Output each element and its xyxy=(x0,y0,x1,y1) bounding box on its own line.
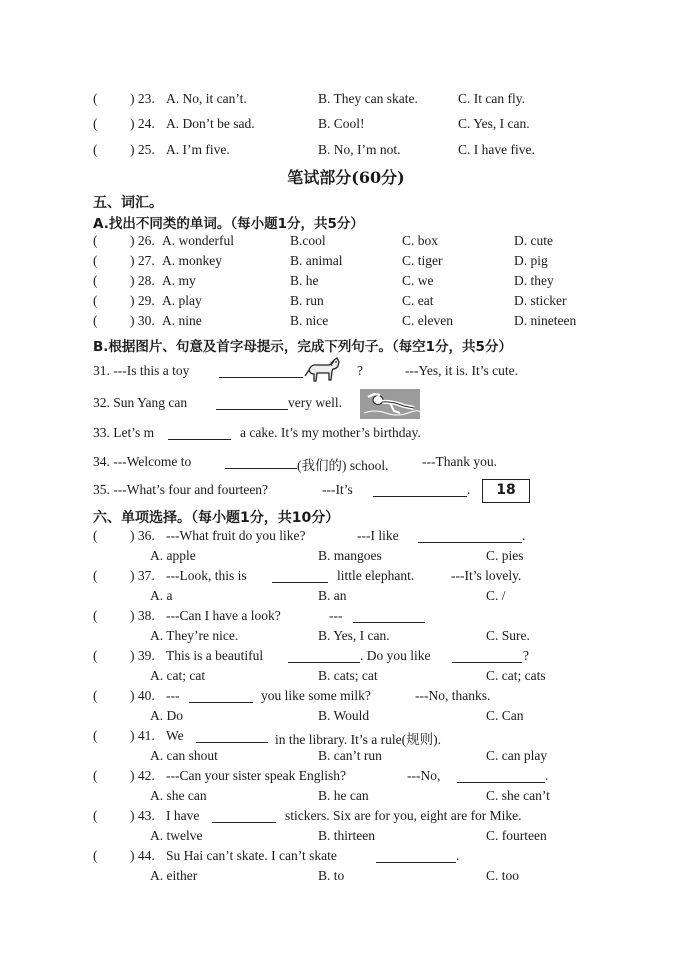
question-number: ) 38. xyxy=(130,608,155,623)
question-text: ---It’s lovely. xyxy=(451,568,522,583)
question-text: ---I like xyxy=(357,528,399,543)
option-c: C. I have five. xyxy=(458,142,535,157)
option-d: D. they xyxy=(514,273,554,288)
answer-blank[interactable] xyxy=(189,690,253,703)
question-text: . xyxy=(545,768,549,783)
answer-box: 18 xyxy=(482,479,530,503)
question-text: This is a beautiful xyxy=(166,648,264,663)
answer-paren: ( xyxy=(93,728,98,743)
answer-paren: ( xyxy=(93,233,98,248)
option-d: D. sticker xyxy=(514,293,567,308)
option-b: B. to xyxy=(318,868,345,883)
option-d: D. cute xyxy=(514,233,553,248)
answer-paren: ( xyxy=(93,293,98,308)
question-text: We xyxy=(166,728,184,743)
option-b: B. animal xyxy=(290,253,343,268)
answer-blank[interactable] xyxy=(196,730,268,743)
option-c: C. eat xyxy=(402,293,434,308)
question-text: little elephant. xyxy=(337,568,415,583)
option-a: A. my xyxy=(162,273,196,288)
answer-paren: ( xyxy=(93,116,98,131)
question-text: you like some milk? xyxy=(261,688,371,703)
q31-answer-blank[interactable] xyxy=(219,365,303,378)
question-text: --- xyxy=(166,688,180,703)
question-number: ) 39. xyxy=(130,648,155,663)
option-c: C. / xyxy=(486,588,506,603)
answer-paren: ( xyxy=(93,313,98,328)
option-b: B. Cool! xyxy=(318,116,365,131)
option-a: A. Don’t be sad. xyxy=(166,116,255,131)
option-c: C. Can xyxy=(486,708,524,723)
answer-paren: ( xyxy=(93,808,98,823)
answer-paren: ( xyxy=(93,768,98,783)
option-b: B. an xyxy=(318,588,347,603)
option-c: C. box xyxy=(402,233,439,248)
option-a: A. They’re nice. xyxy=(150,628,239,643)
written-part-title: 笔试部分(60分) xyxy=(287,168,405,187)
section5-title: 五、词汇。 xyxy=(93,195,163,211)
option-a: A. a xyxy=(150,588,173,603)
answer-paren: ( xyxy=(93,848,98,863)
answer-paren: ( xyxy=(93,91,98,106)
option-d: D. nineteen xyxy=(514,313,577,328)
question-number: ) 25. xyxy=(130,142,155,157)
q35-text: 35. ---What’s four and fourteen? xyxy=(93,482,269,497)
toy-horse-icon xyxy=(303,356,343,386)
option-b: B. run xyxy=(290,293,324,308)
q34-answer-blank[interactable] xyxy=(225,456,297,469)
answer-blank[interactable] xyxy=(272,570,328,583)
question-text: ? xyxy=(523,648,529,663)
q35-reply: ---It’s xyxy=(322,482,353,497)
q34-text: 34. ---Welcome to xyxy=(93,454,192,469)
option-b: B. nice xyxy=(290,313,329,328)
answer-blank[interactable] xyxy=(353,610,425,623)
question-number: ) 40. xyxy=(130,688,155,703)
q31-text: 31. ---Is this a toy xyxy=(93,363,190,378)
option-c: C. Yes, I can. xyxy=(458,116,530,131)
answer-blank[interactable] xyxy=(457,770,545,783)
option-c: C. too xyxy=(486,868,520,883)
question-number: ) 29. xyxy=(130,293,155,308)
answer-blank[interactable] xyxy=(288,650,360,663)
question-text: ---Can your sister speak English? xyxy=(166,768,346,783)
option-c: C. cat; cats xyxy=(486,668,546,683)
option-b: B. Would xyxy=(318,708,370,723)
option-c: C. Sure. xyxy=(486,628,530,643)
q34-reply: ---Thank you. xyxy=(422,454,497,469)
option-c: C. pies xyxy=(486,548,524,563)
option-c: C. It can fly. xyxy=(458,91,525,106)
option-c: C. fourteen xyxy=(486,828,547,843)
section5-part-a-instruction: A.找出不同类的单词。（每小题1分，共5分） xyxy=(93,216,364,232)
answer-paren: ( xyxy=(93,688,98,703)
q35-period: . xyxy=(467,482,471,497)
answer-paren: ( xyxy=(93,273,98,288)
answer-blank[interactable] xyxy=(452,650,522,663)
option-b: B. mangoes xyxy=(318,548,382,563)
answer-paren: ( xyxy=(93,568,98,583)
q33-answer-blank[interactable] xyxy=(168,427,231,440)
question-number: ) 37. xyxy=(130,568,155,583)
q33-text-end: a cake. It’s my mother’s birthday. xyxy=(240,425,421,440)
option-a: A. cat; cat xyxy=(150,668,206,683)
option-c: C. tiger xyxy=(402,253,443,268)
question-text: . Do you like xyxy=(360,648,431,663)
option-c: C. she can’t xyxy=(486,788,550,803)
question-number: ) 27. xyxy=(130,253,155,268)
swimmer-icon xyxy=(360,389,420,419)
option-a: A. can shout xyxy=(150,748,218,763)
answer-blank[interactable] xyxy=(418,530,522,543)
q33-text: 33. Let’s m xyxy=(93,425,155,440)
option-c: C. eleven xyxy=(402,313,453,328)
option-a: A. nine xyxy=(162,313,202,328)
q32-text-end: very well. xyxy=(288,395,342,410)
q34-text-mid: (我们的) school. xyxy=(297,458,389,473)
question-text: ---Look, this is xyxy=(166,568,247,583)
q31-question-mark: ? xyxy=(357,363,363,378)
q31-reply: ---Yes, it is. It’s cute. xyxy=(405,363,518,378)
question-number: ) 30. xyxy=(130,313,155,328)
question-number: ) 42. xyxy=(130,768,155,783)
question-text: ---No, xyxy=(407,768,441,783)
question-text: ---What fruit do you like? xyxy=(166,528,306,543)
q32-text: 32. Sun Yang can xyxy=(93,395,188,410)
option-b: B. They can skate. xyxy=(318,91,418,106)
question-text: . xyxy=(522,528,526,543)
option-a: A. twelve xyxy=(150,828,203,843)
q35-answer-blank[interactable] xyxy=(373,484,467,497)
answer-paren: ( xyxy=(93,648,98,663)
option-d: D. pig xyxy=(514,253,548,268)
option-b: B. thirteen xyxy=(318,828,375,843)
option-b: B.cool xyxy=(290,233,326,248)
question-text: in the library. It’s a rule(规则). xyxy=(275,732,441,747)
question-text: --- xyxy=(329,608,343,623)
option-a: A. either xyxy=(150,868,198,883)
answer-paren: ( xyxy=(93,142,98,157)
question-text: I have xyxy=(166,808,200,823)
question-text: Su Hai can’t skate. I can’t skate xyxy=(166,848,337,863)
question-text: ---Can I have a look? xyxy=(166,608,281,623)
option-b: B. Yes, I can. xyxy=(318,628,390,643)
option-a: A. I’m five. xyxy=(166,142,230,157)
answer-paren: ( xyxy=(93,253,98,268)
question-text: . xyxy=(456,848,460,863)
option-b: B. he xyxy=(290,273,319,288)
option-a: A. monkey xyxy=(162,253,222,268)
option-a: A. wonderful xyxy=(162,233,234,248)
option-a: A. apple xyxy=(150,548,196,563)
q32-answer-blank[interactable] xyxy=(216,397,288,410)
section5-part-b-instruction: B.根据图片、句意及首字母提示，完成下列句子。（每空1分，共5分） xyxy=(93,339,512,355)
question-number: ) 28. xyxy=(130,273,155,288)
question-number: ) 36. xyxy=(130,528,155,543)
option-c: C. we xyxy=(402,273,434,288)
option-a: A. No, it can’t. xyxy=(166,91,247,106)
question-number: ) 23. xyxy=(130,91,155,106)
question-number: ) 43. xyxy=(130,808,155,823)
section6-title: 六、单项选择。（每小题1分，共10分） xyxy=(93,510,340,526)
option-b: B. can’t run xyxy=(318,748,382,763)
answer-blank[interactable] xyxy=(376,850,456,863)
answer-paren: ( xyxy=(93,528,98,543)
option-a: A. Do xyxy=(150,708,183,723)
question-text: stickers. Six are for you, eight are for Mike. xyxy=(285,808,522,823)
answer-blank[interactable] xyxy=(212,810,276,823)
option-b: B. No, I’m not. xyxy=(318,142,401,157)
question-number: ) 44. xyxy=(130,848,155,863)
option-c: C. can play xyxy=(486,748,548,763)
question-number: ) 24. xyxy=(130,116,155,131)
question-number: ) 26. xyxy=(130,233,155,248)
question-number: ) 41. xyxy=(130,728,155,743)
option-a: A. she can xyxy=(150,788,207,803)
option-b: B. he can xyxy=(318,788,369,803)
option-a: A. play xyxy=(162,293,202,308)
option-b: B. cats; cat xyxy=(318,668,378,683)
answer-paren: ( xyxy=(93,608,98,623)
question-text: ---No, thanks. xyxy=(415,688,491,703)
